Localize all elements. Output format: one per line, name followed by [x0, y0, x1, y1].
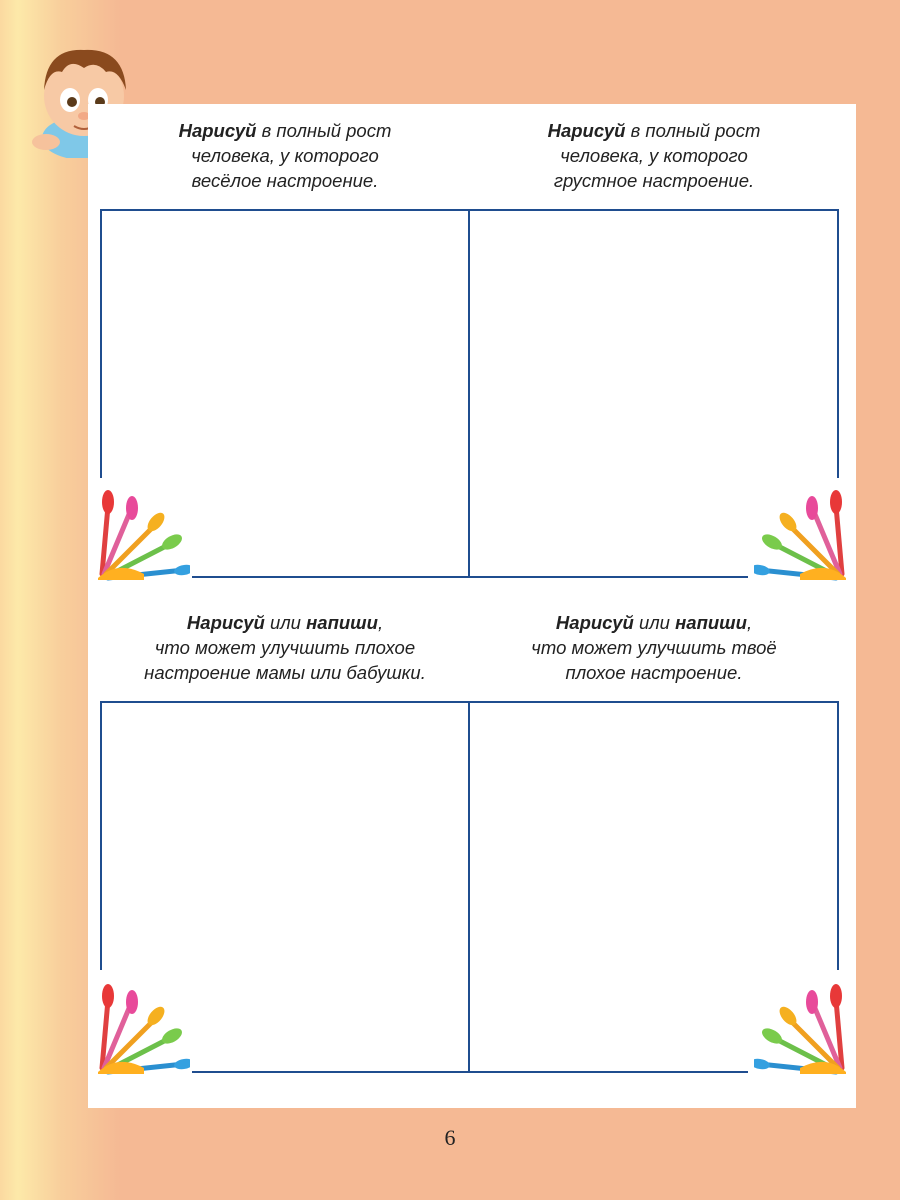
task-3-instruction: Нарисуй или напиши, что может улучшить плохое настроение мамы или бабушки.	[144, 612, 426, 683]
divider-top	[468, 209, 470, 578]
task-4-instruction: Нарисуй или напиши, что может улучшить твоё плохое настроение.	[531, 612, 777, 683]
page-number: 6	[444, 1125, 456, 1150]
paintbrushes-icon	[754, 486, 850, 582]
divider-bottom	[468, 701, 470, 1073]
paintbrushes-icon	[94, 980, 190, 1076]
task-2-instruction: Нарисуй в полный рост человека, у которого грустное настроение.	[547, 120, 761, 191]
task-1-instruction: Нарисуй в полный рост человека, у которого весёлое настроение.	[178, 120, 392, 191]
paintbrushes-icon	[94, 486, 190, 582]
paintbrushes-icon	[754, 980, 850, 1076]
